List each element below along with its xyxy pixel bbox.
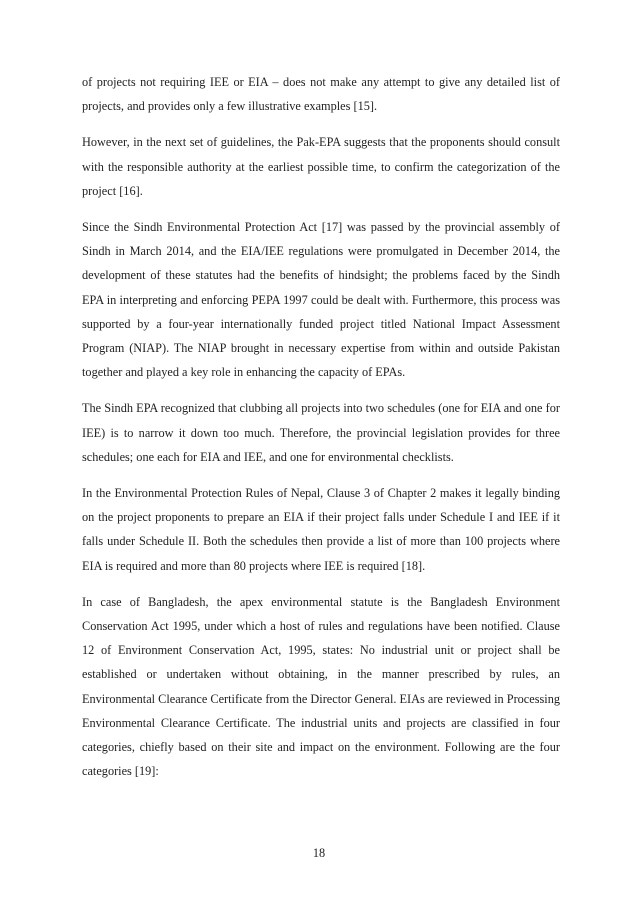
paragraph-6: In case of Bangladesh, the apex environmental statute is the Bangladesh Environment Conservation Act 1995, under which a host of rules and regulations have been notified. Clause 12 of Environment Conservation Act, 1995, states: No industrial unit or project shall be established or undertaken without obtaining, in the manner prescribed by rules, an Environmental Clearance Certificate from the Director General. EIAs are reviewed in Processing Environmental Clearance Certificate. The industrial units and projects are classified in four categories, chiefly based on their site and impact on the environment. Following are the four categories [19]:: [82, 594, 561, 779]
page-number: 18: [312, 846, 326, 860]
paragraph-1: of projects not requiring IEE or EIA – does not make any attempt to give any detailed list of projects, and provides only a few illustrative examples [15].: [82, 75, 560, 114]
body-text: [82, 70, 560, 795]
paragraph-4: The Sindh EPA recognized that clubbing all projects into two schedules (one for EIA and one for IEE) is to narrow it down too much. Therefore, the provincial legislation provides for three schedules; one each for EIA and IEE, and one for environmental checklists.: [82, 401, 560, 464]
paragraph-3: Since the Sindh Environmental Protection Act [17] was passed by the provincial assembly of Sindh in March 2014, and the EIA/IEE regulations were promulgated in December 2014, the development of these statutes had the benefits of hindsight; the problems faced by the Sindh EPA in interpreting and enforcing PEPA 1997 could be dealt with. Furthermore, this process was supported by a four-year internationally funded project titled National Impact Assessment Program (NIAP). The NIAP brought in necessary expertise from within and outside Pakistan together and played a key role in enhancing the capacity of EPAs.: [82, 220, 560, 380]
paragraph-5: In the Environmental Protection Rules of Nepal, Clause 3 of Chapter 2 makes it legally binding on the project proponents to prepare an EIA if their project falls under Schedule I and IEE if it falls under Schedule II. Both the schedules then provide a list of more than 100 projects where EIA is required and more than 80 projects where IEE is required [18].: [82, 486, 560, 573]
paragraph-2: However, in the next set of guidelines, the Pak-EPA suggests that the proponents should consult with the responsible authority at the earliest possible time, to confirm the categorization of the project [16].: [82, 135, 560, 198]
